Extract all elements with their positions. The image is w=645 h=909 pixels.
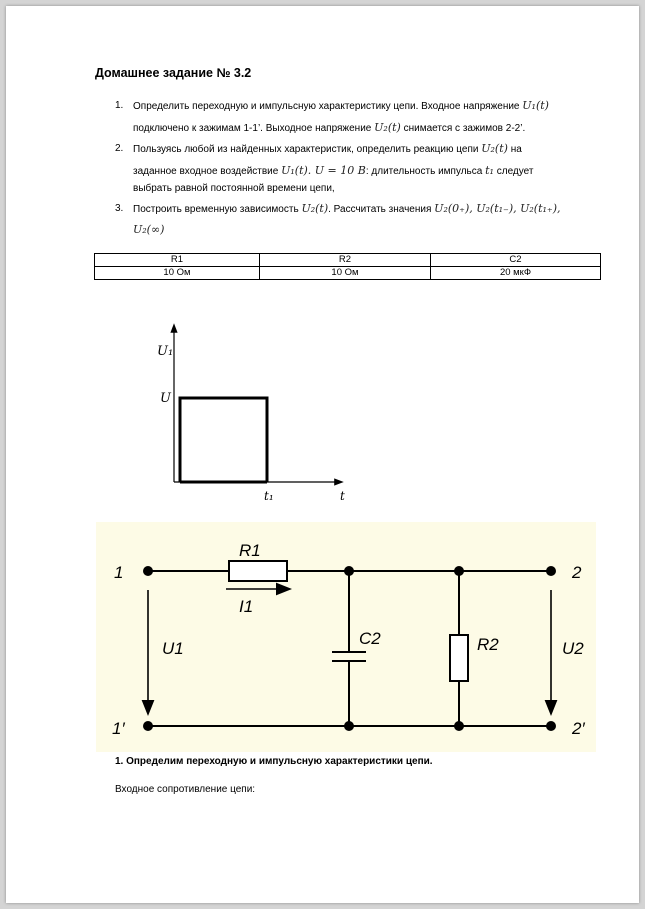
label-u1: U1: [162, 639, 184, 658]
label-i1: I1: [239, 597, 254, 616]
task-2-formula-t1: t₁: [485, 164, 494, 177]
task-3-line-1: Построить временную зависимость U₂(t). Рассчитать значения U₂(0₊), U₂(t₁₋), U₂(t₁₊),: [133, 202, 561, 215]
task-1-formula-u1: U₁(t): [522, 99, 549, 112]
task-1-line-1: Определить переходную и импульсную характеристику цепи. Входное напряжение U₁(t): [133, 99, 549, 112]
terminal-1-prime: [143, 721, 153, 731]
junction-r2-top: [454, 566, 464, 576]
task-3-formula-u2-inf: U₂(∞): [133, 223, 165, 236]
label-r1: R1: [239, 541, 261, 560]
label-node-2: 2: [572, 563, 582, 582]
section-heading: 1. Определим переходную и импульсную характеристики цепи.: [115, 756, 433, 767]
task-1-number: 1.: [115, 100, 124, 111]
junction-c2-bottom: [344, 721, 354, 731]
circuit-background: [96, 522, 596, 752]
resistor-r2: [450, 635, 468, 681]
label-node-1: 1: [114, 563, 124, 582]
document-page: [6, 6, 639, 903]
label-node-2-prime: 2′: [572, 719, 585, 738]
junction-r2-bottom: [454, 721, 464, 731]
table-cell: 20 мкФ: [431, 267, 601, 280]
graph-level-label: U: [160, 391, 171, 406]
task-3-formula-u2: U₂(t): [301, 202, 329, 215]
pulse-signal: [180, 398, 267, 482]
label-node-1-prime: 1′: [112, 719, 125, 738]
paragraph-input-resistance: Входное сопротивление цепи:: [115, 784, 256, 795]
task-3-formula-values: U₂(0₊), U₂(t₁₋), U₂(t₁₊),: [434, 202, 561, 215]
circuit-diagram: [96, 522, 596, 752]
table-header-cell: R2: [260, 254, 431, 267]
task-2-line-1: Пользуясь любой из найденных характеристик, определить реакцию цепи U₂(t) на: [133, 142, 522, 155]
table-cell: 10 Ом: [260, 267, 431, 280]
task-2-formula-voltage: . U = 10 B: [307, 164, 366, 177]
terminal-2: [546, 566, 556, 576]
graph-t-label: t: [340, 489, 345, 503]
task-2-formula-u2: U₂(t): [481, 142, 508, 155]
task-2-line-3: выбрать равной постоянной времени цепи,: [133, 183, 335, 194]
junction-c2-top: [344, 566, 354, 576]
page-title: Домашнее задание № 3.2: [95, 66, 252, 80]
task-2-line-2: заданное входное воздействие U₁(t). U = 10 B: длительность импульса t₁ следует: [133, 164, 534, 177]
table-cell: 10 Ом: [95, 267, 260, 280]
pulse-graph: [6, 6, 639, 903]
terminal-1: [143, 566, 153, 576]
label-u2: U2: [562, 639, 584, 658]
graph-t1-label: t₁: [264, 489, 274, 503]
task-1-formula-u2: U₂(t): [374, 121, 401, 134]
task-2-formula-u1: U₁(t): [281, 164, 308, 177]
task-1-line-2: подключено к зажимам 1-1’. Выходное напряжение U₂(t) снимается с зажимов 2-2’.: [133, 121, 526, 134]
label-c2: C2: [359, 629, 381, 648]
graph-y-label: U₁: [157, 344, 174, 359]
task-3-number: 3.: [115, 203, 124, 214]
table-header-cell: R1: [95, 254, 260, 267]
label-r2: R2: [477, 635, 499, 654]
table-header-cell: C2: [431, 254, 601, 267]
resistor-r1: [229, 561, 287, 581]
terminal-2-prime: [546, 721, 556, 731]
task-2-number: 2.: [115, 143, 124, 154]
